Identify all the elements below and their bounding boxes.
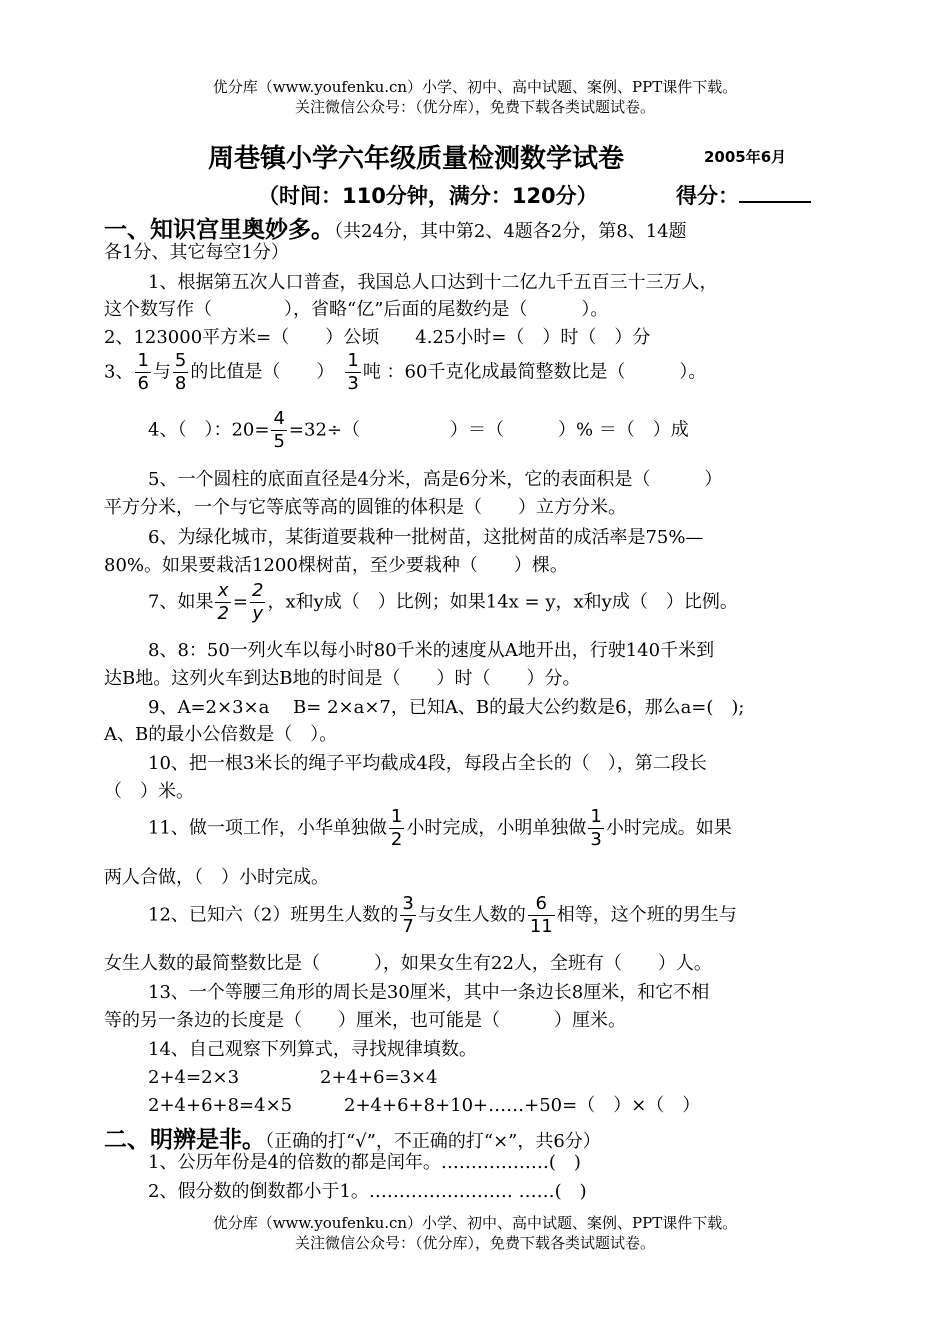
q3-f1-numerator: 1 (137, 350, 149, 371)
q6-line-b: 80%。如果要栽活1200棵树苗，至少要栽种（ ）棵。 (104, 555, 568, 576)
q7-f1-denominator: 2 (217, 603, 229, 624)
section1-line-a (104, 211, 687, 244)
q10-line-b: （ ）米。 (104, 781, 194, 802)
q3-fraction-1 (135, 352, 150, 393)
q5-line-a: 5、一个圆柱的底面直径是4分米，高是6分米，它的表面积是（ ） (148, 469, 723, 490)
q3-f3-denominator: 3 (347, 373, 359, 394)
q12-fraction-2 (528, 895, 555, 936)
q13-line-a: 13、一个等腰三角形的周长是30厘米，其中一条边长8厘米，和它不相 (148, 982, 710, 1003)
section2-item-2: 2、假分数的倒数都小于1。…………………… ……( ) (148, 1181, 587, 1202)
q11-text-2: 小时完成，小明单独做 (406, 817, 587, 839)
q3-line (104, 352, 706, 393)
q13-line-b: 等的另一条边的长度是（ ）厘米，也可能是（ ）厘米。 (104, 1010, 626, 1031)
q12-f2-numerator: 6 (528, 895, 555, 916)
footer-line-2: 关注微信公众号：（优分库），免费下载各类试题试卷。 (294, 1234, 655, 1252)
q3-text-4: 吨 ：60千克化成最简整数比是（ ）。 (362, 361, 707, 383)
header-line-1: 优分库（www.youfenku.cn）小学、初中、高中试题、案例、PPT课件下载。 (212, 78, 738, 96)
q4-numerator: 4 (273, 408, 285, 429)
section1-note-b: 各1分、其它每空1分） (104, 242, 289, 263)
q8-line-a: 8、8：50一列火车以每小时80千米的速度从A地开出，行驶140千米到 (148, 640, 715, 661)
q3-f3-numerator: 1 (347, 350, 359, 371)
q7-text-1: 7、如果 (148, 591, 214, 613)
q4-text-1: 4、（ ）：20= (148, 419, 270, 441)
exam-title: 周巷镇小学六年级质量检测数学试卷 (208, 144, 625, 174)
q11-text-1: 11、做一项工作，小华单独做 (148, 817, 387, 839)
q1-line-b: 这个数写作（ ），省略“亿”后面的尾数约是（ ）。 (104, 299, 609, 320)
q11-f1-denominator: 2 (390, 829, 403, 850)
q12-text-3: 相等，这个班的男生与 (556, 904, 737, 926)
q14-expr-3: 2+4+6+8=4×5 (148, 1095, 293, 1116)
section2-note: （正确的打“√”，不正确的打“×”，共6分） (265, 1131, 601, 1152)
score-field (676, 180, 811, 210)
q12-f1-numerator: 3 (402, 893, 414, 914)
q3-f1-denominator: 6 (137, 373, 149, 394)
q7-f2-numerator: 2 (252, 580, 264, 601)
q10-line-a: 10、把一根3米长的绳子平均截成4段，每段占全长的（ ），第二段长 (148, 753, 707, 774)
q7-equals: = (232, 591, 248, 613)
section2-heading-line (104, 1121, 601, 1154)
q12-line-a (148, 895, 737, 936)
q4-denominator: 5 (273, 431, 285, 452)
q7-line (148, 582, 738, 623)
q11-f2-numerator: 1 (590, 806, 602, 827)
score-label: 得分： (676, 184, 739, 208)
q4-text-2: =32÷（ ）＝（ ）% ＝（ ）成 (288, 419, 689, 441)
q7-fraction-2 (250, 582, 265, 623)
q14-expr-4: 2+4+6+8+10+……+50=（ ）×（ ） (344, 1095, 701, 1116)
q7-fraction-1 (215, 582, 230, 623)
q14-line-a: 14、自己观察下列算式，寻找规律填数。 (148, 1039, 477, 1060)
q3-fraction-3 (345, 352, 360, 393)
q9-line-a: 9、A=2×3×a B= 2×a×7，已知A、B的最大公约数是6，那么a=( ); (148, 697, 745, 718)
exam-date: 2005年6月 (704, 148, 787, 166)
q3-f2-denominator: 8 (174, 373, 187, 394)
q8-line-b: 达B地。这列火车到达B地的时间是（ ）时（ ）分。 (104, 668, 581, 689)
q7-f2-denominator: y (252, 603, 264, 624)
q14-expr-2: 2+4+6=3×4 (320, 1067, 438, 1088)
q12-text-1: 12、已知六（2）班男生人数的 (148, 904, 399, 926)
q7-text-2: ，x和y成（ ）比例；如果14x = y，x和y成（ ）比例。 (267, 591, 738, 613)
q12-line-b: 女生人数的最简整数比是（ ），如果女生有22人，全班有（ ）人。 (104, 953, 712, 974)
q11-fraction-2 (588, 808, 603, 849)
q2-line: 2、123000平方米=（ ）公顷 4.25小时=（ ）时（ ）分 (104, 327, 651, 348)
q11-f2-denominator: 3 (590, 829, 602, 850)
q4-line (148, 410, 689, 451)
q14-expr-1: 2+4=2×3 (148, 1067, 240, 1088)
q11-f1-numerator: 1 (390, 806, 403, 827)
q3-f2-numerator: 5 (174, 350, 187, 371)
q4-fraction (271, 410, 286, 451)
q12-f1-denominator: 7 (402, 916, 414, 937)
q3-fraction-2 (173, 352, 188, 393)
exam-subtitle: （时间：110分钟，满分：120分） (258, 184, 598, 208)
q11-line-b: 两人合做，（ ）小时完成。 (104, 867, 329, 888)
q5-line-b: 平方分米，一个与它等底等高的圆锥的体积是（ ）立方分米。 (104, 497, 626, 518)
score-blank (739, 181, 811, 203)
q11-text-3: 小时完成。如果 (605, 817, 732, 839)
q1-line-a: 1、根据第五次人口普查，我国总人口达到十二亿九千五百三十三万人， (148, 272, 718, 293)
q11-line-a (148, 808, 732, 849)
section1-heading: 一、知识宫里奥妙多。 (104, 217, 334, 243)
q11-fraction-1 (389, 808, 404, 849)
q3-text-1: 3、 (104, 361, 134, 383)
q9-line-b: A、B的最小公倍数是（ ）。 (104, 724, 338, 745)
q7-f1-numerator: x (215, 582, 230, 603)
q12-f2-denominator: 11 (529, 916, 553, 937)
section1-note-a: （共24分，其中第2、4题各2分，第8、14题 (334, 221, 687, 242)
footer-line-1: 优分库（www.youfenku.cn）小学、初中、高中试题、案例、PPT课件下载。 (212, 1214, 738, 1232)
section2-heading: 二、明辨是非。 (104, 1127, 265, 1153)
section2-item-1: 1、公历年份是4的倍数的都是闰年。………………( ) (148, 1152, 581, 1173)
header-line-2: 关注微信公众号：（优分库），免费下载各类试题试卷。 (294, 98, 655, 116)
q6-line-a: 6、为绿化城市，某街道要栽种一批树苗，这批树苗的成活率是75%— (148, 527, 704, 548)
q12-text-2: 与女生人数的 (417, 904, 526, 926)
q12-fraction-1 (400, 895, 415, 936)
q3-text-3: 的比值是（ ） (190, 361, 344, 383)
q3-text-2: 与 (152, 361, 171, 383)
